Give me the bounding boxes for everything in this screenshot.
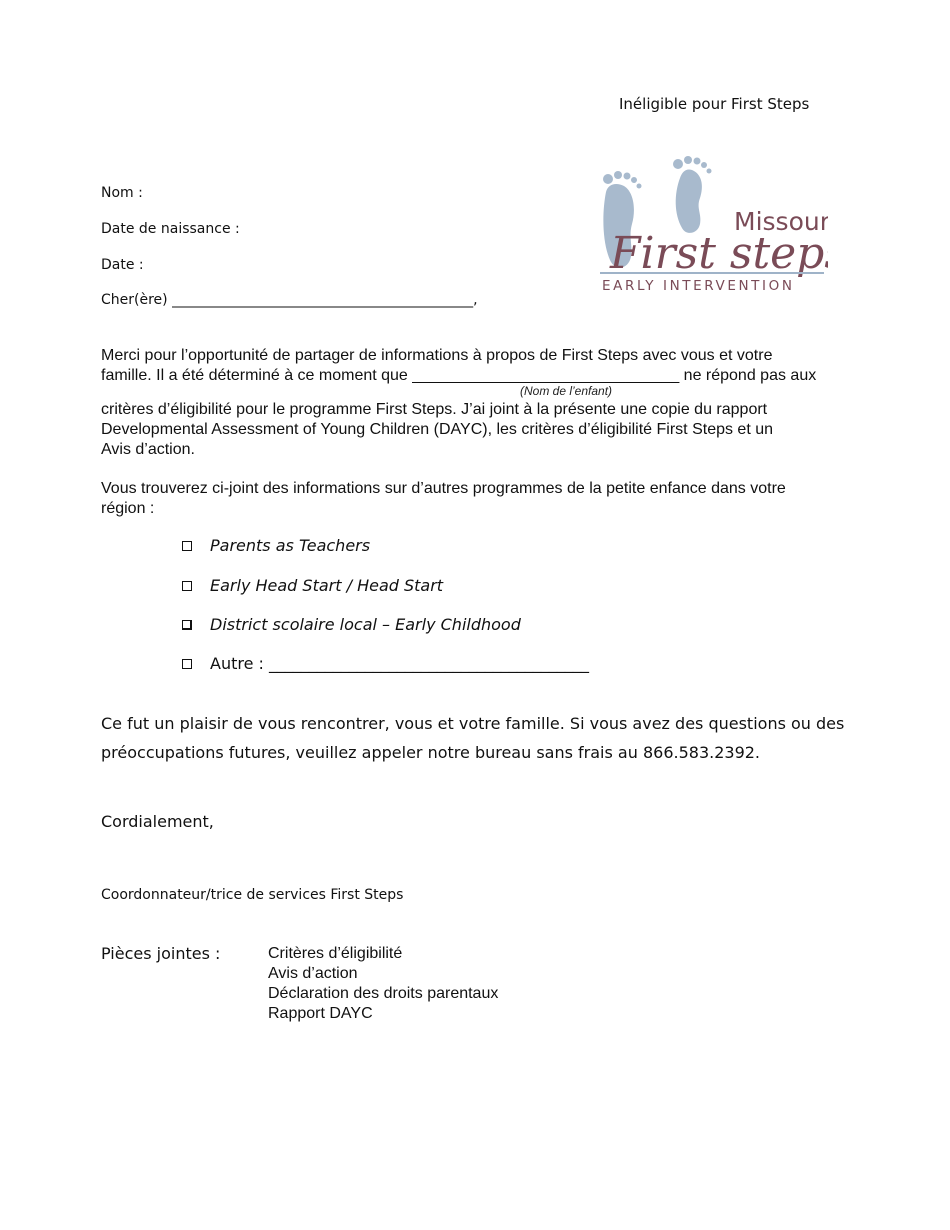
child-name-hint: (Nom de l’enfant) [520,384,613,398]
option-label: Autre : ________________________________________ [210,654,589,673]
date-field-label: Date : [101,257,144,273]
closing-line-1: Ce fut un plaisir de vous rencontrer, vous et votre famille. Si vous avez des questions ou des [101,714,845,733]
checkbox-icon[interactable] [182,659,192,669]
attachments-list [268,944,498,1024]
attachment-item: Critères d’éligibilité [268,945,403,962]
option-head-start [182,576,443,595]
signer-title: Coordonnateur/trice de services First Steps [101,887,404,903]
intro-paragraph [101,346,841,386]
name-field-label: Nom : [101,185,143,201]
intro-line-3: critères d’éligibilité pour le programme First Steps. J’ai joint à la présente une copie du rapport [101,401,768,418]
closing-line-2: préoccupations futures, veuillez appeler notre bureau sans frais au 866.583.2392. [101,743,761,762]
birth-date-field-label: Date de naissance : [101,221,240,237]
option-label: Parents as Teachers [210,536,371,555]
missouri-first-steps-logo [596,152,828,298]
logo-tagline-text: EARLY INTERVENTION [602,278,795,294]
logo-brand-text: First steps [610,228,828,279]
checkbox-icon[interactable] [182,541,192,551]
intro-line-1: Merci pour l’opportunité de partager de informations à propos de First Steps avec vous et votre [101,347,773,364]
logo-state-text: Missouri [734,207,828,236]
checkbox-icon[interactable] [182,581,192,591]
option-label: Early Head Start / Head Start [210,576,444,595]
option-school-district [182,615,521,634]
regards-text: Cordialement, [101,812,214,831]
option-other [182,654,589,673]
programs-line-1: Vous trouverez ci-joint des informations sur d’autres programmes de la petite enfance dans votre [101,480,786,497]
checkbox-icon[interactable] [182,620,192,630]
attachment-item: Déclaration des droits parentaux [268,985,499,1002]
attachments-label: Pièces jointes : [101,944,221,963]
intro-line-2: famille. Il a été déterminé à ce moment que ______________________________ ne répond pas aux [101,367,817,384]
intro-line-5: Avis d’action. [101,441,195,458]
attachment-item: Avis d’action [268,965,358,982]
salutation-line: Cher(ère) ___________________________________________, [101,292,478,308]
option-label: District scolaire local – Early Childhood [210,615,521,634]
attachment-item: Rapport DAYC [268,1005,373,1022]
closing-paragraph [101,709,844,767]
option-parents-as-teachers [182,536,370,555]
programs-paragraph [101,479,841,519]
intro-line-4: Developmental Assessment of Young Children (DAYC), les critères d’éligibilité First Steps et un [101,421,774,438]
document-status-note: Inéligible pour First Steps [619,95,810,113]
intro-paragraph-cont [101,400,841,460]
programs-line-2: région : [101,500,155,517]
